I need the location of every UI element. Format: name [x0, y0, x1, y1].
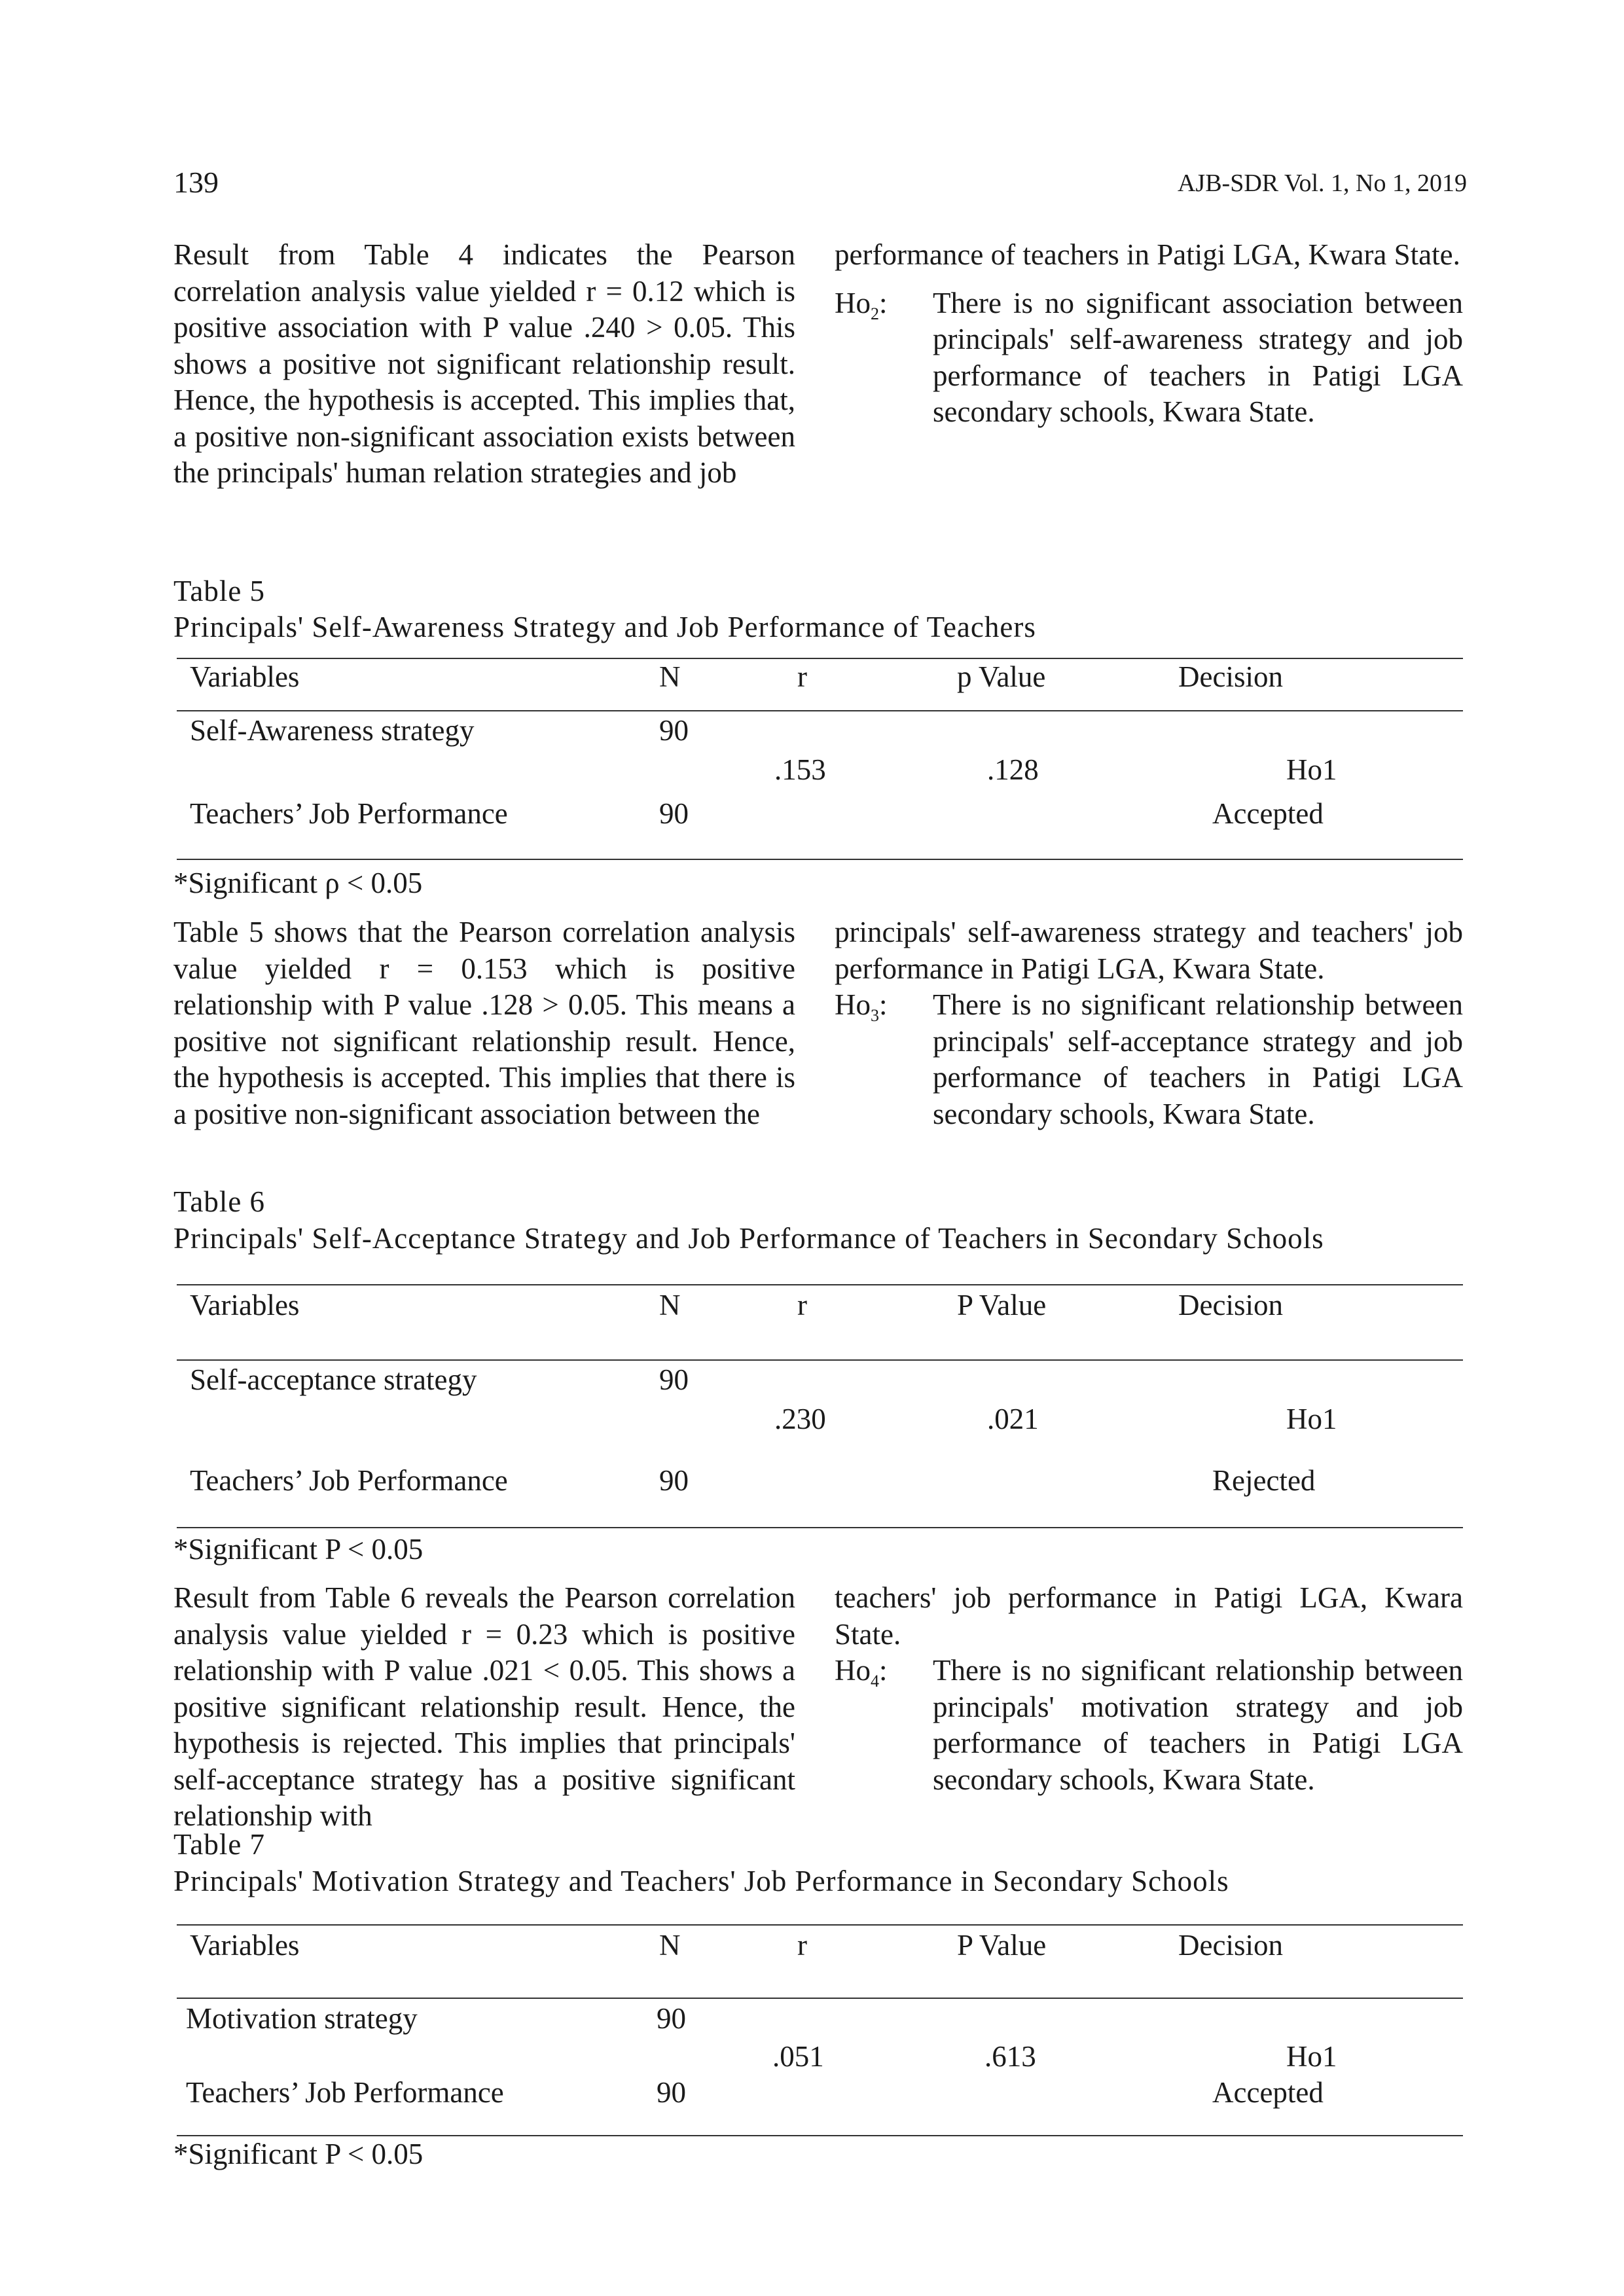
- table7-bottom-rule: [177, 2135, 1463, 2136]
- table5-bottom-rule: [177, 859, 1463, 860]
- table6-decision: Rejected: [1212, 1464, 1316, 1497]
- table5-p-value: .128: [987, 753, 1039, 786]
- table6-row1-variable: Self-acceptance strategy: [190, 1363, 477, 1396]
- table6-hypothesis-ref: Ho1: [1286, 1403, 1337, 1435]
- table6-header-n: N: [659, 1289, 681, 1321]
- table7-top-rule: [177, 1924, 1463, 1926]
- table7-row1-variable: Motivation strategy: [186, 2002, 418, 2035]
- table5-row2-n: 90: [659, 797, 689, 830]
- table7-title: Principals' Motivation Strategy and Teachers' Job Performance in Secondary Schools: [173, 1865, 1229, 1897]
- paragraph: Result from Table 4 indicates the Pearson correlation analysis value yielded r = 0.12 which is positive association with P value .240 > 0.05. This shows a positive not significant relationship result. Hence, the hypothesis is accepted. This implies that, a positive non-significant association exists between the principals' human relation strategies and job: [173, 238, 795, 489]
- hypothesis-text: There is no significant relationship between principals' motivation strategy and job performance of teachers in Patigi LGA secondary schools, Kwara State.: [933, 1654, 1463, 1796]
- table7-row2-n: 90: [657, 2076, 686, 2109]
- hypothesis-label: $Ho_2$:: [835, 286, 888, 323]
- paragraph: teachers' job performance in Patigi LGA, Kwara State.: [835, 1581, 1463, 1651]
- table5-decision: Accepted: [1212, 797, 1324, 830]
- table6-row1-n: 90: [659, 1363, 689, 1396]
- block3-left-column: [173, 1580, 795, 1835]
- table5-row1-n: 90: [659, 714, 689, 747]
- table5-header-r: r: [797, 660, 807, 693]
- block1-left-column: [173, 237, 795, 492]
- table5-label: Table 5: [173, 575, 266, 607]
- table6-header-r: r: [797, 1289, 807, 1321]
- table6-p-value: .021: [987, 1403, 1039, 1435]
- block2-right-column: [835, 914, 1463, 1132]
- table6-header-decision: Decision: [1178, 1289, 1283, 1321]
- journal-citation: AJB-SDR Vol. 1, No 1, 2019: [1177, 170, 1467, 197]
- hypothesis-ho4: [835, 1653, 1463, 1798]
- table7-label: Table 7: [173, 1828, 266, 1861]
- table5-header-rule: [177, 710, 1463, 711]
- table7-header-r: r: [797, 1929, 807, 1962]
- table7-hypothesis-ref: Ho1: [1286, 2040, 1337, 2073]
- block3-right-column: [835, 1580, 1463, 1798]
- table6-footnote: *Significant P < 0.05: [173, 1533, 424, 1566]
- block2-left-column: [173, 914, 795, 1132]
- table7-header-rule: [177, 1998, 1463, 1999]
- table5-r-value: .153: [774, 753, 826, 786]
- table7-header-n: N: [659, 1929, 681, 1962]
- table6-title: Principals' Self-Acceptance Strategy and Job Performance of Teachers in Secondary Schools: [173, 1222, 1324, 1255]
- paragraph: Result from Table 6 reveals the Pearson correlation analysis value yielded r = 0.23 which is positive relationship with P value .021 < 0.05. This shows a positive significant relationship result. Hence, the hypothesis is rejected. This implies that principals' self-acceptance strategy has a positive significant relationship with: [173, 1581, 795, 1832]
- table5-row2-variable: Teachers’ Job Performance: [190, 797, 508, 830]
- table6-row2-n: 90: [659, 1464, 689, 1497]
- table5-footnote: *Significant ρ < 0.05: [173, 867, 423, 899]
- table6-header-rule: [177, 1359, 1463, 1361]
- hypothesis-ho2: [835, 285, 1463, 431]
- table5-row1-variable: Self-Awareness strategy: [190, 714, 475, 747]
- table6-header-variables: Variables: [190, 1289, 300, 1321]
- table7-header-variables: Variables: [190, 1929, 300, 1962]
- paragraph: Table 5 shows that the Pearson correlation analysis value yielded r = 0.153 which is positive relationship with P value .128 > 0.05. This means a positive not significant relationship result. Hence, the hypothesis is accepted. This implies that there is a positive non-significant association between the: [173, 916, 795, 1130]
- hypothesis-text: There is no significant relationship between principals' self-acceptance strategy and job performance of teachers in Patigi LGA secondary schools, Kwara State.: [933, 988, 1463, 1130]
- table6-row2-variable: Teachers’ Job Performance: [190, 1464, 508, 1497]
- table5-hypothesis-ref: Ho1: [1286, 753, 1337, 786]
- hypothesis-label: $Ho_3$:: [835, 988, 888, 1025]
- table7-header-p-value: P Value: [957, 1929, 1047, 1962]
- hypothesis-label: $Ho_4$:: [835, 1654, 888, 1691]
- table5-header-variables: Variables: [190, 660, 300, 693]
- table7-header-decision: Decision: [1178, 1929, 1283, 1962]
- hypothesis-text: There is no significant association between principals' self-awareness strategy and job performance of teachers in Patigi LGA secondary schools, Kwara State.: [933, 286, 1463, 428]
- table5-title: Principals' Self-Awareness Strategy and Job Performance of Teachers: [173, 611, 1036, 643]
- table5-header-n: N: [659, 660, 681, 693]
- table7-row1-n: 90: [657, 2002, 686, 2035]
- table5-header-p-value: p Value: [957, 660, 1046, 693]
- table6-top-rule: [177, 1284, 1463, 1285]
- hypothesis-ho3: [835, 987, 1463, 1132]
- table7-row2-variable: Teachers’ Job Performance: [186, 2076, 504, 2109]
- table6-header-p-value: P Value: [957, 1289, 1047, 1321]
- block1-right-column: [835, 237, 1463, 431]
- table7-footnote: *Significant P < 0.05: [173, 2138, 424, 2170]
- paragraph: principals' self-awareness strategy and teachers' job performance in Patigi LGA, Kwara State.: [835, 916, 1463, 985]
- table6-bottom-rule: [177, 1527, 1463, 1528]
- table5-header-decision: Decision: [1178, 660, 1283, 693]
- table6-label: Table 6: [173, 1185, 266, 1218]
- page-number: 139: [173, 166, 219, 199]
- table7-r-value: .051: [772, 2040, 824, 2073]
- table6-r-value: .230: [774, 1403, 826, 1435]
- table7-decision: Accepted: [1212, 2076, 1324, 2109]
- paragraph: performance of teachers in Patigi LGA, Kwara State.: [835, 238, 1460, 271]
- table7-p-value: .613: [984, 2040, 1036, 2073]
